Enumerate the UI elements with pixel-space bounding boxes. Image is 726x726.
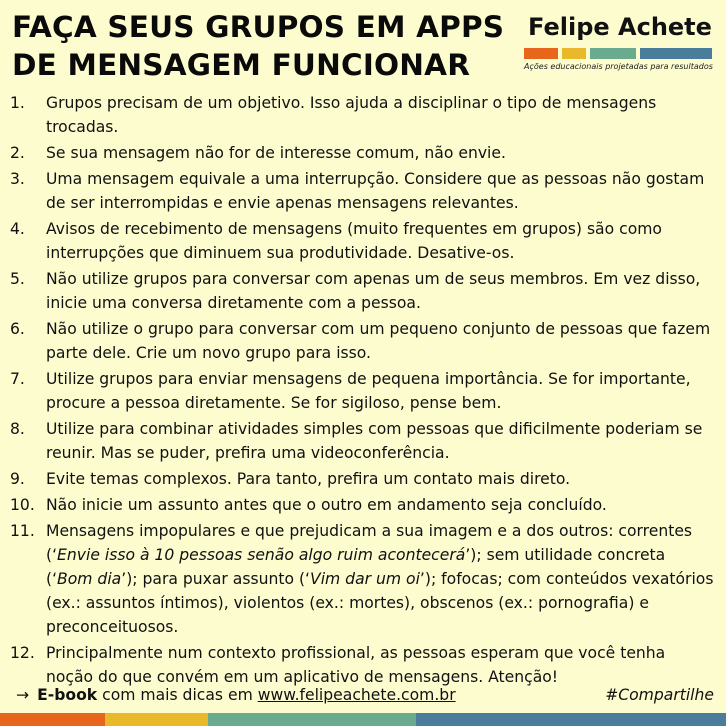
- brand-bar-green: [590, 48, 636, 59]
- item-text-quote: Envie isso à 10 pessoas senão algo ruim acontecerá: [57, 546, 466, 564]
- list-item: [10, 641, 716, 689]
- item-number: 3.: [10, 170, 25, 188]
- ebook-label: E-book: [37, 686, 98, 704]
- website-link[interactable]: www.felipeachete.com.br: [257, 686, 456, 704]
- item-text-quote: Bom dia: [57, 570, 122, 588]
- item-text-part: ’); fofocas; com conteúdos vexatórios (ex.: assuntos íntimos), violentos (ex.: mortes), obscenos (ex.: pornografia) e preconceituosos.: [46, 570, 714, 636]
- list-item: [10, 167, 716, 215]
- item-text: Avisos de recebimento de mensagens (muito frequentes em grupos) são como interrupções que diminuem sua produtividade. Desative-os.: [46, 220, 662, 262]
- item-text-part: Mensagens impopulares e que prejudicam a sua imagem e a dos outros: correntes (‘: [46, 522, 693, 564]
- brand-tagline: Ações educacionais projetadas para resultados: [524, 62, 713, 71]
- item-text-part: ’); sem utilidade concreta (‘: [46, 546, 666, 588]
- list-item: [10, 141, 716, 165]
- item-text: Não inicie um assunto antes que o outro em andamento seja concluído.: [46, 496, 607, 514]
- brand-bar-orange: [524, 48, 558, 59]
- item-text: Uma mensagem equivale a uma interrupção. Considere que as pessoas não gostam de ser interrompidas e envie apenas mensagens relevantes.: [46, 170, 705, 212]
- brand-logo: [524, 12, 716, 71]
- list-item: [10, 467, 716, 491]
- footer-ebook-line: [16, 684, 456, 706]
- list-item: [10, 519, 716, 639]
- brand-name: Felipe Achete: [528, 13, 712, 41]
- bottom-bar-green: [208, 713, 416, 726]
- item-text: Não utilize o grupo para conversar com um pequeno conjunto de pessoas que fazem parte dele. Crie um novo grupo para isso.: [46, 320, 711, 362]
- item-text: Se sua mensagem não for de interesse comum, não envie.: [46, 144, 506, 162]
- item-number: 8.: [10, 420, 25, 438]
- bottom-bar-blue: [416, 713, 726, 726]
- item-text: [46, 519, 716, 639]
- item-text: Grupos precisam de um objetivo. Isso ajuda a disciplinar o tipo de mensagens trocadas.: [46, 94, 657, 136]
- list-item: [10, 317, 716, 365]
- item-text: Utilize para combinar atividades simples com pessoas que dificilmente poderiam se reunir. Mas se puder, prefira uma videoconferência.: [46, 420, 703, 462]
- brand-bar-yellow: [562, 48, 586, 59]
- bottom-bar-yellow: [105, 713, 208, 726]
- page-title: [12, 8, 504, 84]
- item-number: 10.: [10, 496, 35, 514]
- brand-bar-blue: [640, 48, 712, 59]
- arrow-right-icon: →: [16, 686, 30, 704]
- item-number: 4.: [10, 220, 25, 238]
- title-line-2: DE MENSAGEM FUNCIONAR: [12, 48, 471, 82]
- item-text-part: ’); para puxar assunto (‘: [121, 570, 311, 588]
- item-text: Principalmente num contexto profissional, as pessoas esperam que você tenha noção do que convém em um aplicativo de mensagens. Atenção!: [46, 644, 666, 686]
- item-text: Não utilize grupos para conversar com apenas um de seus membros. Em vez disso, inicie uma conversa diretamente com a pessoa.: [46, 270, 701, 312]
- item-number: 7.: [10, 370, 25, 388]
- item-text: Evite temas complexos. Para tanto, prefira um contato mais direto.: [46, 470, 571, 488]
- footer-middle-text: com mais dicas em: [97, 686, 258, 704]
- list-item: [10, 267, 716, 315]
- item-text-quote: Vim dar um oi: [310, 570, 420, 588]
- list-item: [10, 493, 716, 517]
- item-number: 11.: [10, 522, 35, 540]
- bottom-color-bar: [0, 713, 726, 726]
- list-item: [10, 91, 716, 139]
- list-item: [10, 417, 716, 465]
- item-number: 1.: [10, 94, 25, 112]
- footer: [16, 684, 714, 706]
- share-hashtag: #Compartilhe: [605, 686, 714, 704]
- brand-color-bars: [524, 48, 716, 59]
- item-text: Utilize grupos para enviar mensagens de pequena importância. Se for importante, procure a pessoa diretamente. Se for sigiloso, pense bem.: [46, 370, 691, 412]
- title-line-1: FAÇA SEUS GRUPOS EM APPS: [12, 10, 505, 44]
- tips-list: [10, 91, 716, 691]
- list-item: [10, 367, 716, 415]
- list-item: [10, 217, 716, 265]
- item-number: 6.: [10, 320, 25, 338]
- item-number: 9.: [10, 470, 25, 488]
- item-number: 2.: [10, 144, 25, 162]
- item-number: 12.: [10, 644, 35, 662]
- item-number: 5.: [10, 270, 25, 288]
- bottom-bar-orange: [0, 713, 105, 726]
